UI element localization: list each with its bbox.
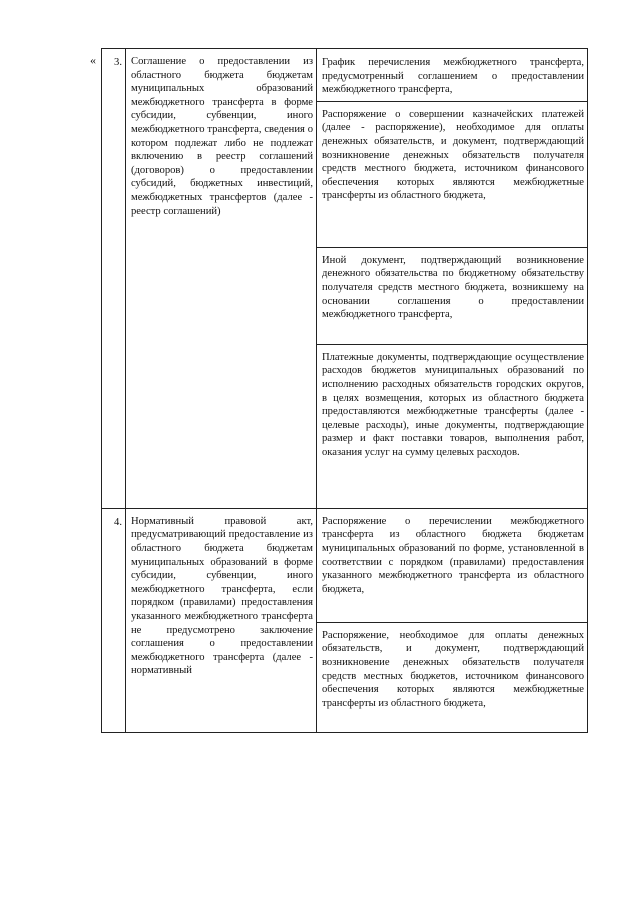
basis-document-text: Нормативный правовой акт, предусматривающий предоставление из областного бюджета бюджетам муниципальных образований в форме субсидии, субвенции, иного межбюджетного трансферта, если порядком (правилами) предоставления указанного межбюджетного трансферта не предусмотрено заключение соглашения о предоставлении межбюджетного трансферта (далее - нормативный — [131, 515, 313, 677]
basis-document-cell — [126, 49, 317, 509]
row-number: 4. — [102, 508, 126, 732]
supporting-document-cell — [317, 508, 588, 622]
supporting-document-cell — [317, 101, 588, 247]
basis-document-text: Соглашение о предоставлении из областного бюджета бюджетам муниципальных образований межбюджетного трансферта в форме субсидии, субвенции, иного межбюджетного трансферта, сведения о котором подлежат либо не подлежат включению в реестр соглашений (договоров) о предоставлении субсидий, бюджетных инвестиций, межбюджетных трансфертов (далее - реестр соглашений) — [131, 56, 313, 217]
row-number: 3. — [102, 49, 126, 509]
supporting-document-text: Платежные документы, подтверждающие осуществление расходов бюджетов муниципальных образований по исполнению расходных обязательств городских округов, в целях возмещения, которых из областного бюджета предоставляются межбюджетные трансферты (далее - целевые расходы), иные документы, подтверждающие размер и факт поставки товаров, выполнения работ, оказания услуг на сумму целевых расходов. — [322, 351, 584, 458]
table-row — [102, 49, 588, 102]
documents-table — [101, 48, 588, 733]
basis-document-cell — [126, 508, 317, 732]
supporting-document-text: Иной документ, подтверждающий возникновение денежного обязательства по бюджетному обязательству получателя средств местного бюджета, возникшему на основании соглашения о предоставлении межбюджетного трансферта, — [322, 254, 584, 321]
supporting-document-cell — [317, 49, 588, 102]
supporting-document-text: Распоряжение о совершении казначейских платежей (далее - распоряжение), необходимое для оплаты денежных обязательств, и документ, подтверждающий возникновение денежных обязательств получателя средств местного бюджета, источником финансового обеспечения которых являются межбюджетные трансферты из областного бюджета, — [322, 108, 584, 202]
opening-quote-mark: « — [90, 53, 96, 67]
supporting-document-text: Распоряжение, необходимое для оплаты денежных обязательств, и документ, подтверждающий возникновение денежных обязательств получателя средств местных бюджетов, источником финансового обеспечения которых являются межбюджетные трансферты из областного бюджета, — [322, 629, 584, 709]
supporting-document-text: График перечисления межбюджетного трансферта, предусмотренный соглашением о предоставлении межбюджетного трансферта, — [322, 57, 584, 96]
supporting-document-cell — [317, 344, 588, 508]
supporting-document-cell — [317, 622, 588, 732]
supporting-document-cell — [317, 247, 588, 344]
table-row — [102, 508, 588, 622]
supporting-document-text: Распоряжение о перечислении межбюджетного трансферта из областного бюджета бюджетам муниципальных образований по форме, установленной в соответствии с порядком (правилами) предоставления указанного межбюджетного трансферта из областного бюджета, — [322, 515, 584, 595]
